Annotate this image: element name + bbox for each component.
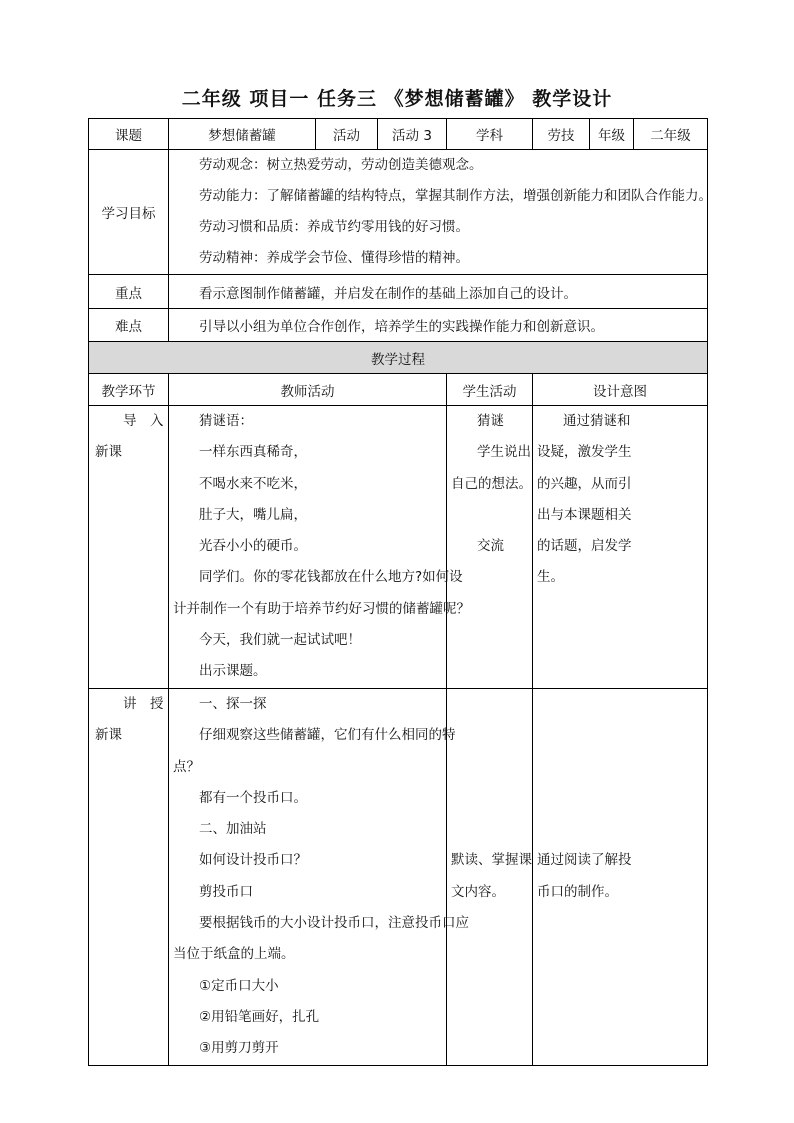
text-line: 默读、掌握课 (451, 852, 532, 869)
stage-cell (89, 406, 169, 689)
stage-line: 导 入 (123, 413, 164, 429)
text-line: 币口的制作。 (537, 883, 618, 900)
grade-label: 年级 (590, 119, 634, 150)
text-line: 文内容。 (451, 883, 505, 900)
objective-item: 劳动能力：了解储蓄罐的结构特点，掌握其制作方法，增强创新能力和团队合作能力。 (199, 188, 712, 204)
text-line: 二、加油站 (199, 821, 267, 838)
process-header: 教学过程 (89, 342, 708, 374)
text-line: 猜谜语： (199, 413, 253, 429)
text-line: 一样东西真稀奇， (199, 444, 307, 461)
text-line: 的兴趣，从而引 (537, 475, 632, 492)
subject-label: 学科 (447, 119, 533, 150)
col-intent-header: 设计意图 (533, 374, 708, 406)
intent-cell (533, 406, 708, 689)
difficulty-label: 难点 (89, 309, 169, 342)
stage-line: 讲 授 (123, 696, 164, 712)
text-line: 都有一个投币口。 (199, 789, 307, 806)
objectives-label: 学习目标 (89, 150, 169, 275)
text-line: 的话题，启发学 (537, 538, 632, 555)
process-row-teaching (89, 689, 708, 1066)
col-teacher-header: 教师活动 (169, 374, 447, 406)
text-line: ②用铅笔画好，扎孔 (199, 1008, 320, 1025)
stage-cell (89, 689, 169, 1066)
subject-value: 劳技 (533, 119, 590, 150)
grade-value: 二年级 (634, 119, 708, 150)
text-line: 猜谜 (477, 413, 504, 429)
text-line: 生。 (537, 569, 564, 586)
text-line: 通过阅读了解投 (537, 852, 632, 869)
text-line: 今天，我们就一起试试吧！ (199, 632, 361, 649)
text-line: 如何设计投币口？ (199, 852, 307, 869)
text-line: ③用剪刀剪开 (199, 1040, 279, 1057)
text-line: 学生说出 (477, 444, 531, 461)
col-student-header: 学生活动 (447, 374, 533, 406)
col-stage-header: 教学环节 (89, 374, 169, 406)
stage-line: 新课 (95, 727, 122, 744)
teacher-cell (169, 689, 469, 1066)
document-title: 二年级 项目一 任务三 《梦想储蓄罐》 教学设计 (181, 88, 613, 110)
text-line: 一、探一探 (199, 696, 267, 712)
text-line: 剪投币口 (199, 883, 253, 900)
text-line: 光吞小小的硬币。 (199, 538, 307, 555)
intent-cell (533, 689, 708, 1066)
text-line: 计并制作一个有助于培养节约好习惯的储蓄罐呢？ (173, 600, 470, 617)
text-line: 要根据钱币的大小设计投币口，注意投币口应 (199, 915, 469, 932)
text-line: 自己的想法。 (451, 475, 532, 492)
student-cell (447, 689, 533, 1066)
key-point-label: 重点 (89, 275, 169, 309)
text-line: 当位于纸盒的上端。 (173, 946, 295, 963)
difficulty-value: 引导以小组为单位合作创作，培养学生的实践操作能力和创新意识。 (169, 309, 708, 342)
objective-item: 劳动观念：树立热爱劳动，劳动创造美德观念。 (199, 157, 483, 173)
text-line: ①定币口大小 (199, 977, 279, 994)
text-line (451, 500, 532, 531)
text-line: 设疑，激发学生 (537, 444, 632, 461)
stage-line: 新课 (95, 444, 122, 461)
text-line: 肚子大，嘴儿扁， (199, 506, 307, 523)
objectives-cell (169, 150, 712, 275)
text-line: 点？ (173, 758, 200, 775)
teacher-cell (169, 406, 470, 689)
objective-item: 劳动习惯和品质：养成节约零用钱的好习惯。 (199, 219, 469, 235)
text-line: 出示课题。 (199, 663, 267, 680)
text-line: 仔细观察这些储蓄罐，它们有什么相同的特 (199, 727, 456, 744)
key-point-value: 看示意图制作储蓄罐，并启发在制作的基础上添加自己的设计。 (169, 275, 708, 309)
activity-value: 活动 3 (378, 119, 447, 150)
course-label: 课题 (89, 119, 169, 150)
text-line: 同学们。你的零花钱都放在什么地方?如何设 (199, 569, 463, 586)
text-line: 交流 (477, 538, 504, 555)
activity-label: 活动 (316, 119, 378, 150)
course-value: 梦想储蓄罐 (169, 119, 316, 150)
student-cell (447, 406, 533, 689)
process-row-intro (89, 406, 708, 689)
lesson-plan-table (88, 118, 712, 1066)
text-line: 出与本课题相关 (537, 506, 632, 523)
text-line: 不喝水来不吃米， (199, 475, 307, 492)
objective-item: 劳动精神：养成学会节俭、懂得珍惜的精神。 (199, 250, 469, 266)
text-line: 通过猜谜和 (563, 413, 631, 429)
